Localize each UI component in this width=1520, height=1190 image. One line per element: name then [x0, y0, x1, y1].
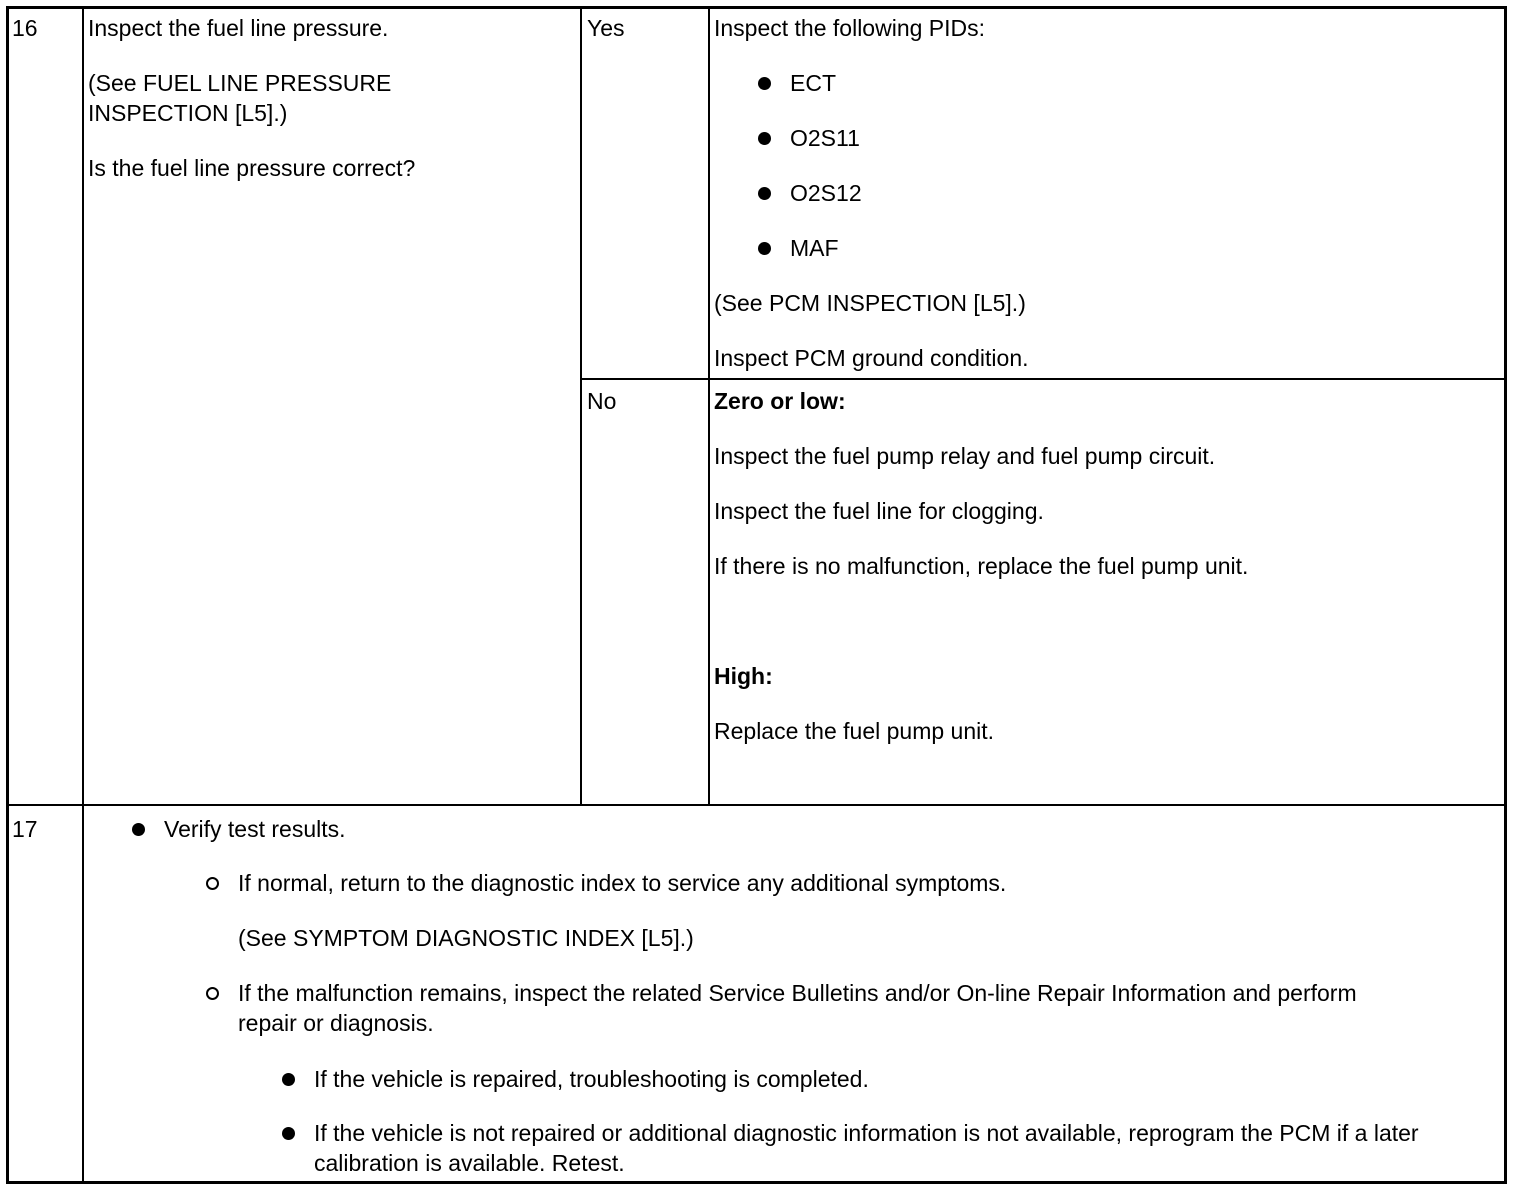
zero-low-step-2: Inspect the fuel line for clogging.	[714, 498, 1044, 524]
bullet-icon	[282, 1127, 295, 1140]
malfunction-remains: If the malfunction remains, inspect the related Service Bulletins and/or On-line Repair Information and perform repair or diagnosis.	[238, 980, 1357, 1036]
step-number-17: 17	[12, 816, 38, 842]
sub-bullet-icon	[206, 987, 219, 1000]
bullet-icon	[758, 242, 771, 255]
vehicle-not-repaired: If the vehicle is not repaired or additional diagnostic information is not available, reprogram the PCM if a later calibration is available. Retest.	[314, 1120, 1419, 1176]
verify-results: Verify test results.	[164, 816, 346, 842]
yes-reference: (See PCM INSPECTION [L5].)	[714, 290, 1026, 316]
zero-low-step-1: Inspect the fuel pump relay and fuel pump circuit.	[714, 443, 1216, 469]
divider-yes-no	[580, 378, 1506, 380]
high-step-1: Replace the fuel pump unit.	[714, 718, 995, 744]
normal-result: If normal, return to the diagnostic index to service any additional symptoms.	[238, 870, 1007, 896]
pid-item: O2S11	[790, 125, 860, 151]
result-no-label: No	[587, 388, 617, 414]
step-number-16: 16	[12, 15, 38, 41]
column-divider-result	[708, 8, 710, 805]
zero-low-heading: Zero or low:	[714, 388, 846, 414]
bullet-icon	[132, 823, 145, 836]
action-question: Is the fuel line pressure correct?	[88, 155, 416, 181]
bullet-icon	[282, 1073, 295, 1086]
sub-bullet-icon	[206, 877, 219, 890]
bullet-icon	[758, 132, 771, 145]
bullet-icon	[758, 187, 771, 200]
result-yes-label: Yes	[587, 15, 625, 41]
pid-item: O2S12	[790, 180, 862, 206]
divider-row-16-17	[8, 804, 1506, 806]
column-divider-action	[580, 8, 582, 805]
column-divider-step	[82, 8, 84, 1182]
yes-ground-check: Inspect PCM ground condition.	[714, 345, 1029, 371]
normal-reference: (See SYMPTOM DIAGNOSTIC INDEX [L5].)	[238, 925, 694, 951]
zero-low-step-3: If there is no malfunction, replace the fuel pump unit.	[714, 553, 1249, 579]
action-title: Inspect the fuel line pressure.	[88, 15, 389, 41]
pid-item: MAF	[790, 235, 839, 261]
action-reference: (See FUEL LINE PRESSURE INSPECTION [L5].)	[88, 70, 392, 126]
high-heading: High:	[714, 663, 773, 689]
bullet-icon	[758, 77, 771, 90]
vehicle-repaired: If the vehicle is repaired, troubleshooting is completed.	[314, 1066, 869, 1092]
pid-item: ECT	[790, 70, 836, 96]
yes-intro: Inspect the following PIDs:	[714, 15, 986, 41]
